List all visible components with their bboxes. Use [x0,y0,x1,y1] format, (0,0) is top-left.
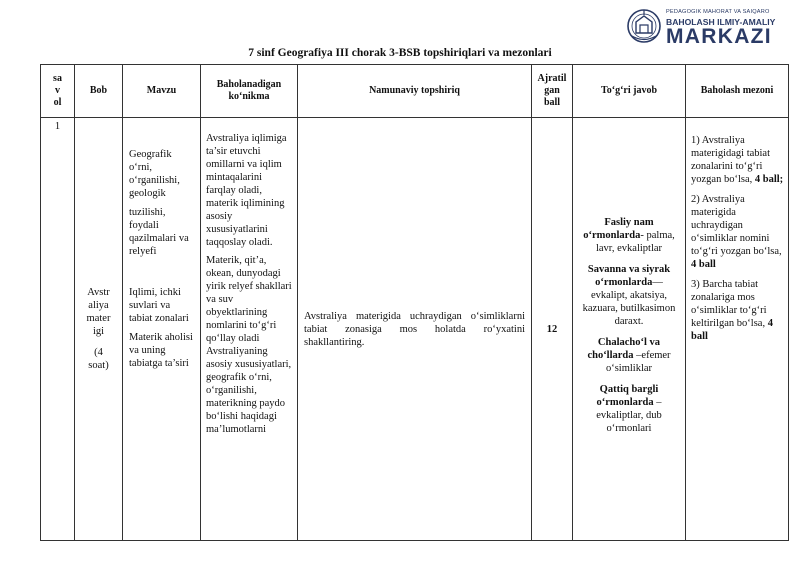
mavzu-item: tuzilishi, foydali qazilmalari va relyefi [129,207,189,257]
document-title: 7 sinf Geografiya III chorak 3-BSB topshiriqlari va mezonlari [248,47,552,59]
mavzu-item: Materik aholisi va uning tabiatga ta’siri [129,332,193,369]
header-topshiriq: Namunaviy topshiriq [298,65,532,118]
answer-item: Fasliy nam o‘rmonlarda- palma, lavr, evkaliptlar [583,216,675,254]
mavzu-item: Geografik o‘rni, o‘rganilishi, geologik [129,149,180,199]
header-konikma: Baholanadigan ko‘nikma [201,65,298,118]
header-number: sa v ol [41,65,75,118]
header-row [41,65,789,118]
row-number: 1 [41,118,75,541]
markazi-logo [626,6,794,48]
answer-item: Qattiq bargli o‘rmonlarda – evkaliptlar, dub o‘rmonlari [596,383,662,434]
criterion-item: 2) Avstraliya materigida uchraydigan o‘simliklar nomini to‘g‘ri yozgan bo‘lsa, 4 ball [691,194,782,270]
criterion-item: 3) Barcha tabiat zonalariga mos o‘simliklar to‘g‘ri keltirilgan bo‘lsa, 4 ball [691,279,773,342]
konikma-cell [201,118,298,541]
header-mavzu: Mavzu [123,65,201,118]
logo-line-3: MARKAZI [666,25,772,48]
mezon-cell [686,118,789,541]
header-ball: Ajratil gan ball [532,65,573,118]
topshiriq-cell: Avstraliya materigida uchraydigan o‘simliklarni tabiat zonasiga mos holatda ro‘yxatini shakllantiring. [298,118,532,541]
javob-cell [573,118,686,541]
logo-line-1: PEDAGOGIK MAHORAT VA SAIQARO [666,9,770,15]
mavzu-item: Iqlimi, ichki suvlari va tabiat zonalari [129,287,189,324]
mavzu-cell [123,118,201,541]
answer-item: Savanna va siyrak o‘rmonlarda— evkalipt, akatsiya, kazuara, butilkasimon daraxt. [582,263,676,327]
ball-cell: 12 [532,118,573,541]
header-mezon: Baholash mezoni [686,65,789,118]
bob-cell: Avstr aliya mater igi (4 soat) [75,118,123,541]
answer-item: Chalacho‘l va cho‘llarda –efemer o‘simliklar [587,336,671,374]
konikma-item: Materik, qit’a, okean, dunyodagi yirik relyef shakllari va suv obyektlarining nomlarini to‘g‘ri qo‘llay oladi Avstraliyaning asosiy xususiyatlari, geografik o‘rni, o‘rganilishi, materikning paydo bo‘lishi haqidagi ma’lumotlarni [206,255,292,435]
logo-line-2: BAHOLASH ILMIY-AMALIY [666,17,776,27]
table-row [41,118,789,541]
assessment-table [40,64,789,541]
konikma-item: Avstraliya iqlimiga ta’sir etuvchi omillarni va iqlim mintaqalarini farqlay oladi, materik iqlimining asosiy xususiyatlarini taqqoslay oladi. [206,133,287,248]
header-javob: To‘g‘ri javob [573,65,686,118]
criterion-item: 1) Avstraliya materigidagi tabiat zonalarini to‘g‘ri yozgan bo‘lsa, 4 ball; [691,135,784,185]
emblem-icon [626,6,662,46]
header-bob: Bob [75,65,123,118]
